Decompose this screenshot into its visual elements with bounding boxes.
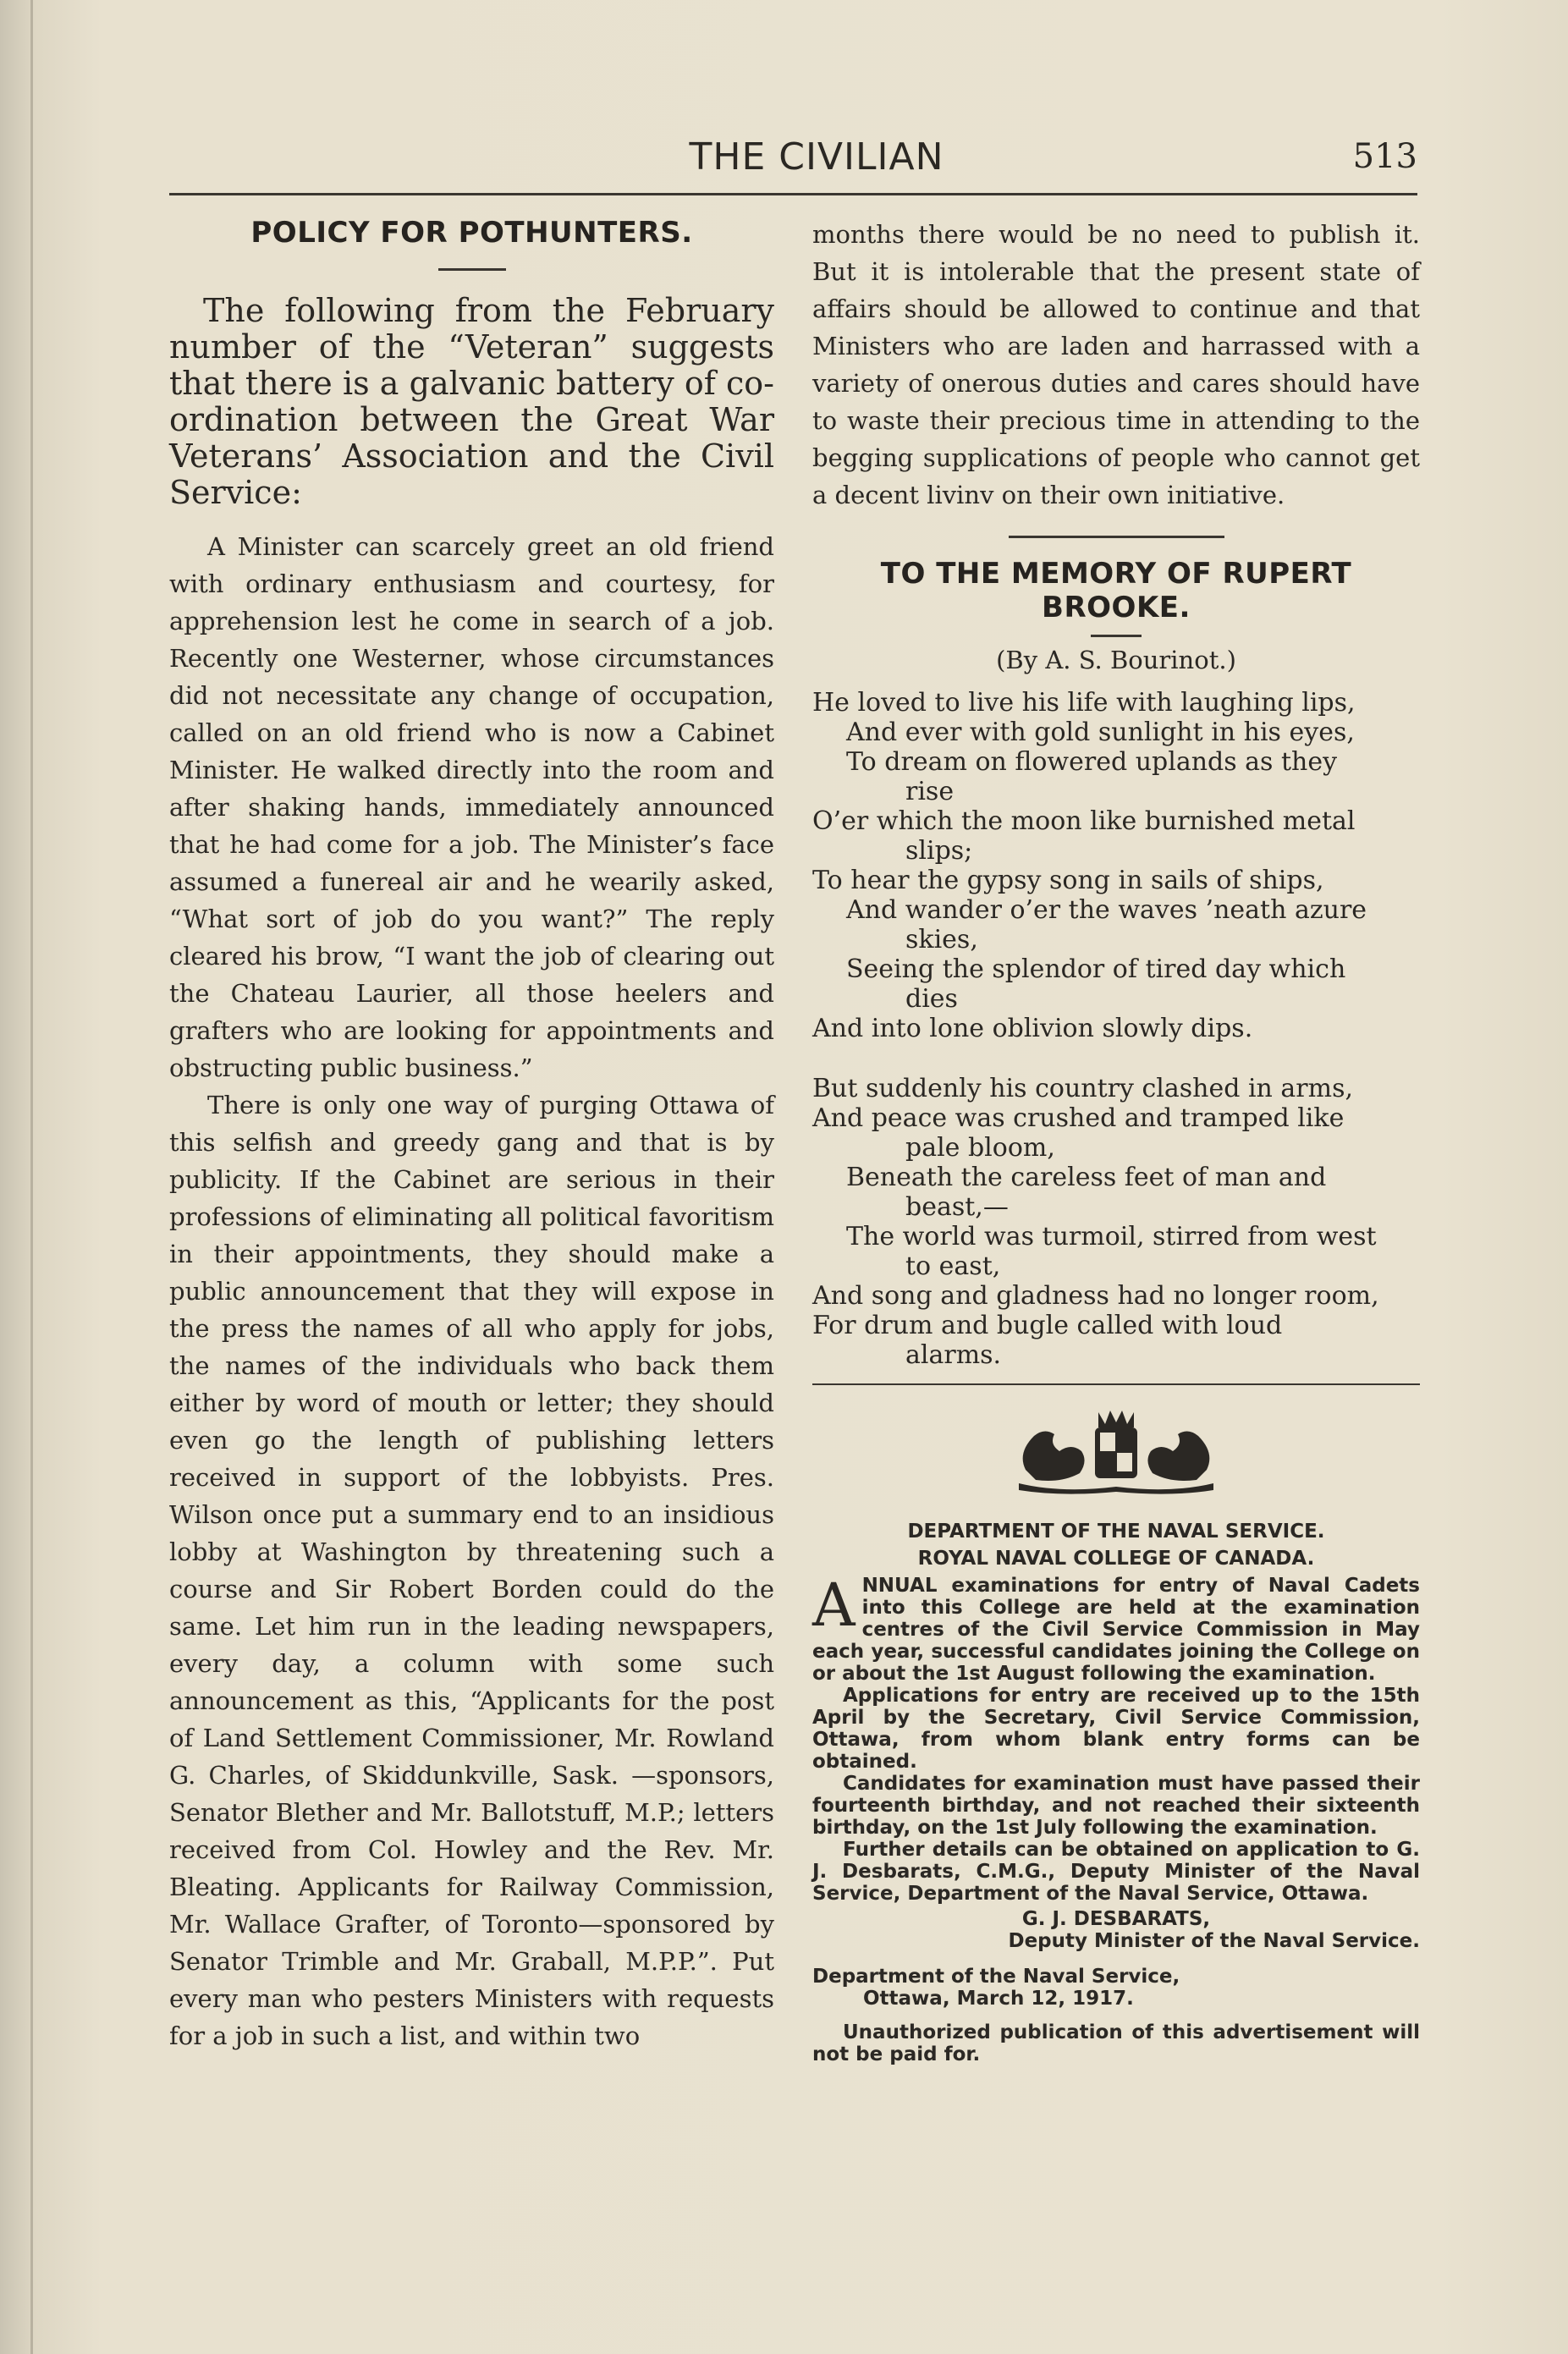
stanza-gap: [812, 1043, 1420, 1074]
poem-line: And song and gladness had no longer room,: [812, 1281, 1379, 1311]
poem-line: He loved to live his life with laughing lips,: [812, 688, 1356, 718]
poem-line: The world was turmoil, stirred from west: [846, 1222, 1377, 1251]
article-paragraph: A Minister can scarcely greet an old friend with ordinary enthusiasm and courtesy, for apprehension lest he come in search of a job. Recently one Westerner, whose circumstances did not necessitate any change of occupation, called on an old friend who is now a Cabinet Minister. He walked directly into the room and after shaking hands, immediately announced that he had come for a job. The Minister’s face assumed a funereal air and he wearily asked, “What sort of job do you want?” The reply cleared his brow, “I want the job of clearing out the Chateau Laurier, all those heelers and grafters who are looking for appointments and obstructing public business.”: [169, 532, 774, 1082]
ad-paragraph: [812, 1570, 1420, 1685]
poem-title-rule: [1091, 635, 1142, 637]
drop-cap: A: [812, 1570, 856, 1640]
poem-line: And wander o’er the waves ’neath azure: [846, 895, 1367, 925]
ad-department: DEPARTMENT OF THE NAVAL SERVICE.: [907, 1521, 1325, 1543]
right-column: [812, 216, 1420, 2065]
poem-line: To hear the gypsy song in sails of ships,: [812, 866, 1324, 895]
poem-line: And into lone oblivion slowly dips.: [812, 1014, 1253, 1043]
section-rule: [1009, 536, 1224, 538]
poem-line: to east,: [905, 1251, 1001, 1281]
article-intro: The following from the February number of the “Veteran” suggests that there is a galvanic battery of co-ordination between the Great War Veterans’ Association and the Civil Service:: [169, 292, 774, 511]
page-number: 513: [1352, 137, 1417, 176]
poem-title: TO THE MEMORY OF RUPERT BROOKE.: [880, 557, 1352, 624]
ad-paragraph: Applications for entry are received up to the 15th April by the Secretary, Civil Service Commission, Ottawa, from whom blank entry forms can be obtained.: [812, 1685, 1420, 1773]
poem-line: skies,: [905, 925, 978, 954]
article-continuation: months there would be no need to publish it. But it is intolerable that the present state of affairs should be allowed to continue and that Ministers who are laden and harrassed with a variety of onerous duties and cares should have to waste their precious time in attending to the begging supplications of people who cannot get a decent livinv on their own initiative.: [812, 220, 1420, 509]
article-paragraph: There is only one way of purging Ottawa of this selfish and greedy gang and that is by publicity. If the Cabinet are serious in their professions of eliminating all political favoritism in their appointments, they should make a public announcement that they will expose in the press the names of all who apply for jobs, the names of the individuals who back them either by word of mouth or letter; they should even go the length of publishing letters received in support of the lobbyists. Pres. Wilson once put a summary end to an insidious lobby at Washington by threatening such a course and Sir Robert Borden could do the same. Let him run in the leading newspapers, every day, a column with some such announcement as this, “Applicants for the post of Land Settlement Commissioner, Mr. Rowland G. Charles, of Skiddunkville, Sask. —sponsors, Senator Blether and Mr. Ballotstuff, M.P.; letters received from Col. Howley and the Rev. Mr. Bleating. Applicants for Railway Commission, Mr. Wallace Grafter, of Toronto—sponsored by Senator Trimble and Mr. Graball, M.P.P.”. Put every man who pesters Ministers with requests for a job in such a list, and within two: [169, 1091, 774, 2050]
ad-note: Unauthorized publication of this advertisement will not be paid for.: [812, 2021, 1420, 2065]
ad-signature-name: G. J. DESBARATS,: [1021, 1908, 1211, 1930]
ad-date: Ottawa, March 12, 1917.: [863, 1988, 1134, 2010]
ad-paragraph: Further details can be obtained on application to G. J. Desbarats, C.M.G., Deputy Minister of the Naval Service, Department of the Naval Service, Ottawa.: [812, 1839, 1420, 1905]
poem-line: beast,—: [905, 1192, 1009, 1222]
binding-edge: [30, 0, 33, 2354]
poem-line: And peace was crushed and tramped like: [812, 1103, 1345, 1133]
ad-paragraph-text: NNUAL examinations for entry of Naval Cadets into this College are held at the examination centres of the Civil Service Commission in May each year, successful candidates joining the College on or about the 1st August following the examination.: [812, 1575, 1420, 1685]
poem-line: But suddenly his country clashed in arms,: [812, 1074, 1354, 1103]
poem-line: slips;: [905, 836, 973, 866]
journal-title: THE CIVILIAN: [689, 135, 944, 179]
headline-rule: [438, 268, 506, 271]
ad-college: ROYAL NAVAL COLLEGE OF CANADA.: [917, 1548, 1315, 1570]
article-headline: POLICY FOR POTHUNTERS.: [250, 216, 693, 250]
ad-paragraph: Candidates for examination must have passed their fourteenth birthday, and not reached their sixteenth birthday, on the 1st July following the examination.: [812, 1773, 1420, 1839]
header-rule: [169, 193, 1417, 195]
naval-college-advertisement: [812, 1521, 1420, 2065]
ad-separator-rule: [812, 1383, 1420, 1385]
poem-line: dies: [905, 984, 958, 1014]
running-header: [169, 135, 1417, 195]
poem-line: pale bloom,: [905, 1133, 1055, 1163]
ad-signature-title: Deputy Minister of the Naval Service.: [1008, 1930, 1420, 1952]
poem-stanza-1: [812, 688, 1420, 1043]
poem-line: rise: [905, 777, 955, 806]
ad-place: Department of the Naval Service,: [812, 1966, 1180, 1988]
poem-stanza-2: [812, 1074, 1420, 1370]
poem-byline: (By A. S. Bourinot.): [996, 646, 1236, 674]
left-column: [169, 216, 774, 2054]
poem-line: For drum and bugle called with loud: [812, 1311, 1283, 1340]
royal-crest-icon: [1010, 1402, 1222, 1495]
poem-line: Seeing the splendor of tired day which: [846, 954, 1346, 984]
poem-line: To dream on flowered uplands as they: [846, 747, 1338, 777]
poem-line: And ever with gold sunlight in his eyes,: [846, 718, 1355, 747]
poem-line: Beneath the careless feet of man and: [846, 1163, 1327, 1192]
poem-line: O’er which the moon like burnished metal: [812, 806, 1356, 836]
poem-line: alarms.: [905, 1340, 1002, 1370]
